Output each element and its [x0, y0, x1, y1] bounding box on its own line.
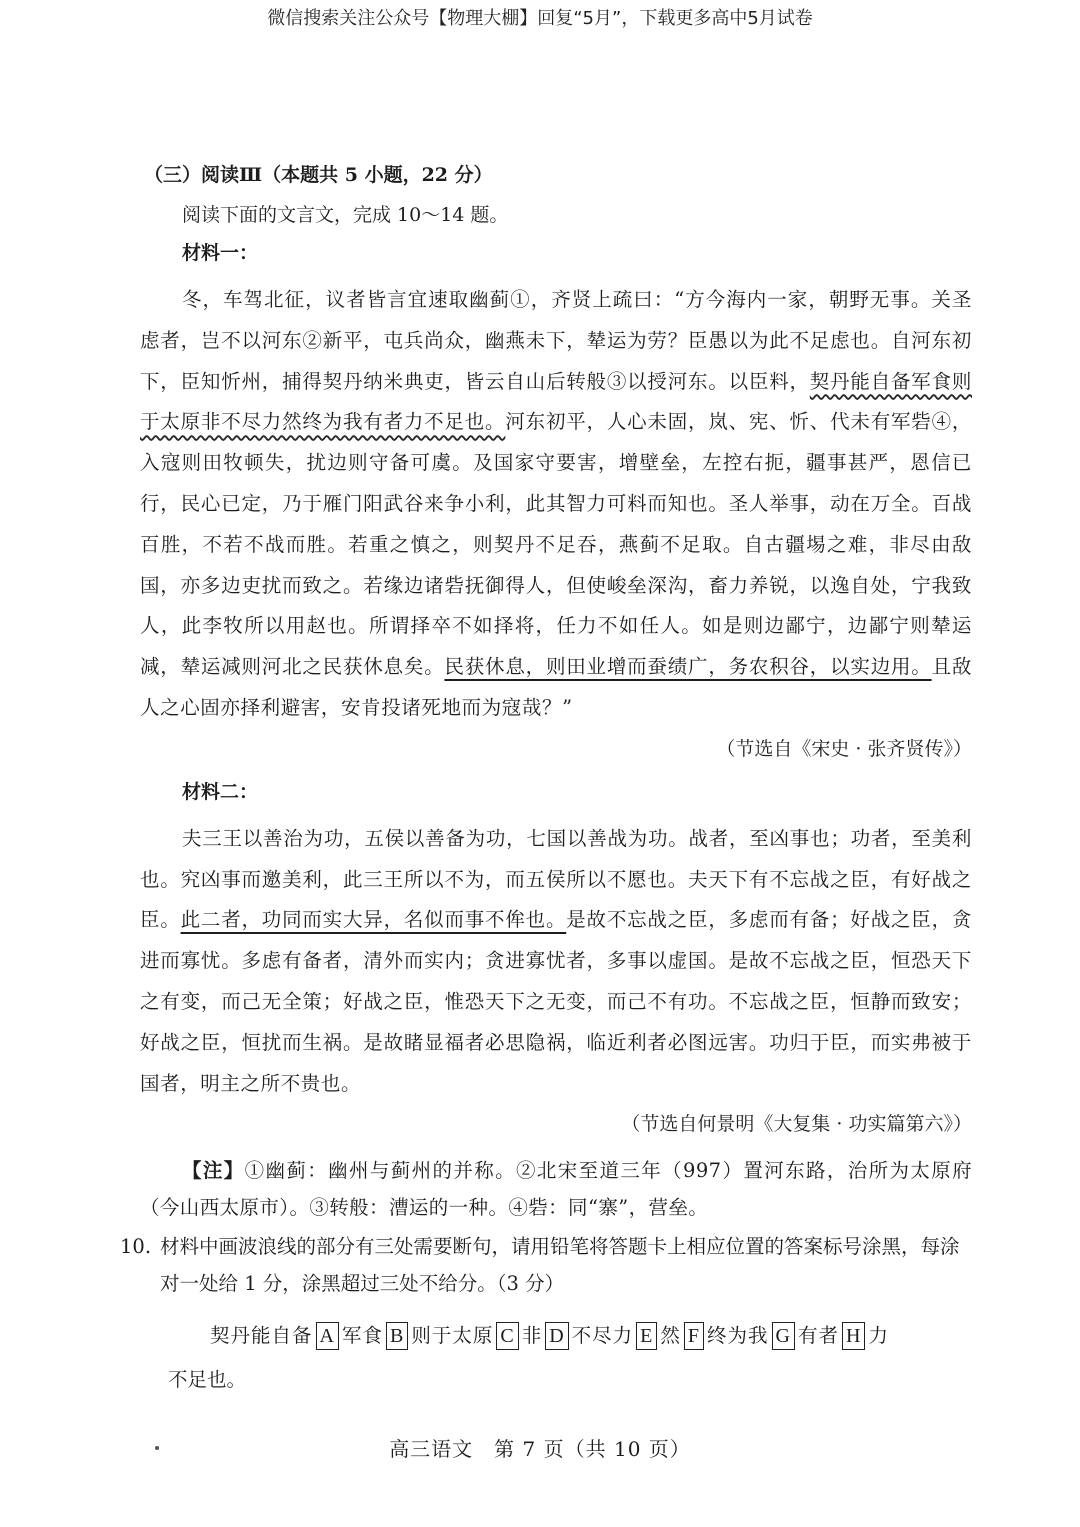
material1-text-b: 河东初平，人心未固，岚、宪、忻、代未有军砦④，入寇则田牧顿失，扰边则守备可虞。及国家守要害，增壁垒，左控右扼，疆事甚严，恩信已行，民心已定，乃于雁门阳武谷来争小利，此其智力可料而知也。圣人举事，动在万全。百战百胜，不若不战而胜。若重之慎之，则契丹不足吞，燕蓟不足取。自古疆埸之难，非尽由敌国，亦多边吏扰而致之。若缘边诸砦抚御得人，但使峻垒深沟，畜力养锐，以逸自处，宁我致人，此李牧所以用赵也。所谓择卒不如择将，任力不如任人。如是则边鄙宁，边鄙宁则辇运减，辇运减则河北之民获休息矣。 — [140, 410, 972, 679]
material1-source: （节选自《宋史 · 张齐贤传》） — [716, 737, 972, 760]
question-number: 10. — [120, 1235, 152, 1259]
option-segment: 终为我 — [707, 1324, 769, 1348]
option-segment: 则于太原 — [411, 1324, 494, 1348]
promo-banner: 微信搜索关注公众号【物理大棚】回复“5月”，下载更多高中5月试卷 — [267, 8, 813, 29]
option-segment: 非 — [521, 1324, 543, 1348]
page-footer: 高三语文 第 7 页（共 10 页） — [389, 1437, 691, 1461]
exam-page — [120, 160, 973, 1400]
option-segment: 有者 — [798, 1324, 840, 1348]
option-box-a[interactable]: A — [316, 1322, 339, 1350]
material2-text-b: 是故不忘战之臣，多虑而有备；好战之臣，贪进而寡忧。多虑有备者，清外而实内；贪进寡忧者，多事以虚国。是故不忘战之臣，恒恐天下之有变，而己无全策；好战之臣，惟恐天下之无变，而己不有功。不忘战之臣，恒静而致安；好战之臣，恒扰而生祸。是故睹显福者必思隐祸，临近利者必图远害。功归于臣，而实弗被于国者，明主之所不贵也。 — [140, 908, 972, 1095]
option-box-b[interactable]: B — [386, 1322, 408, 1350]
material2-source: （节选自何景明《大复集 · 功实篇第六》） — [621, 1113, 972, 1136]
question-10 — [120, 1228, 972, 1302]
option-segment: 军食 — [341, 1324, 383, 1348]
option-box-h[interactable]: H — [842, 1322, 865, 1350]
material1-passage — [140, 280, 972, 729]
question-text: 材料中画波浪线的部分有三处需要断句，请用铅笔将答题卡上相应位置的答案标号涂黑，每涂对一处给 1 分，涂黑超过三处不给分。（3 分） — [160, 1235, 960, 1296]
material1-text-a: 冬，车驾北征，议者皆言宜速取幽蓟①，齐贤上疏曰：“方今海内一家，朝野无事。关圣虑者，岂不以河东②新平，屯兵尚众，幽燕未下，辇运为劳？臣愚以为此不足虑也。自河东初下，臣知忻州，捕得契丹纳米典吏，皆云自山后转般③以授河东。以臣料， — [140, 288, 972, 393]
annotation-note — [140, 1152, 972, 1226]
wavy-underlined-sentence: 契丹能自备军食则于太原非不尽力然终为我有者力不足也。 — [140, 369, 972, 434]
section-instruction: 阅读下面的文言文，完成 10～14 题。 — [182, 204, 509, 226]
note-text: ①幽蓟：幽州与蓟州的并称。②北宋至道三年（997）置河东路，治所为太原府（今山西太原市）。③转般：漕运的一种。④砦：同“寨”，营垒。 — [140, 1159, 973, 1220]
option-box-c[interactable]: C — [496, 1322, 518, 1350]
material2-passage — [140, 819, 972, 1105]
answer-options-tail: 不足也。 — [168, 1368, 247, 1392]
material2-text-a: 夫三王以善治为功，五侯以善备为功，七国以善战为功。战者，至凶事也；功者，至美利也。究凶事而邀美利，此三王所以不为，而五侯所以不愿也。夫天下有不忘战之臣，有好战之臣。 — [140, 826, 972, 932]
material2-label: 材料二： — [182, 780, 259, 803]
answer-options — [210, 1312, 972, 1360]
option-box-f[interactable]: F — [684, 1322, 704, 1350]
underlined-sentence-1: 民获休息，则田业增而蚕绩广，务农积谷，以实边用。 — [444, 655, 932, 679]
material1-label: 材料一： — [182, 242, 259, 264]
material1-text-c: 且敌人之心固亦择利避害，安肯投诸死地而为寇哉？” — [140, 655, 972, 719]
option-box-g[interactable]: G — [772, 1322, 795, 1350]
note-tag: 【注】 — [182, 1159, 245, 1183]
option-segment: 不尽力 — [571, 1324, 634, 1348]
option-segment: 然 — [660, 1324, 681, 1348]
option-box-e[interactable]: E — [636, 1322, 657, 1350]
underlined-sentence-2: 此二者，功同而实大异，名似而事不侔也。 — [180, 908, 567, 932]
section-title: （三）阅读Ⅲ（本题共 5 小题，22 分） — [144, 164, 493, 186]
option-segment: 力 — [868, 1324, 889, 1348]
option-segment: 契丹能自备 — [210, 1324, 313, 1348]
option-box-d[interactable]: D — [545, 1322, 568, 1350]
